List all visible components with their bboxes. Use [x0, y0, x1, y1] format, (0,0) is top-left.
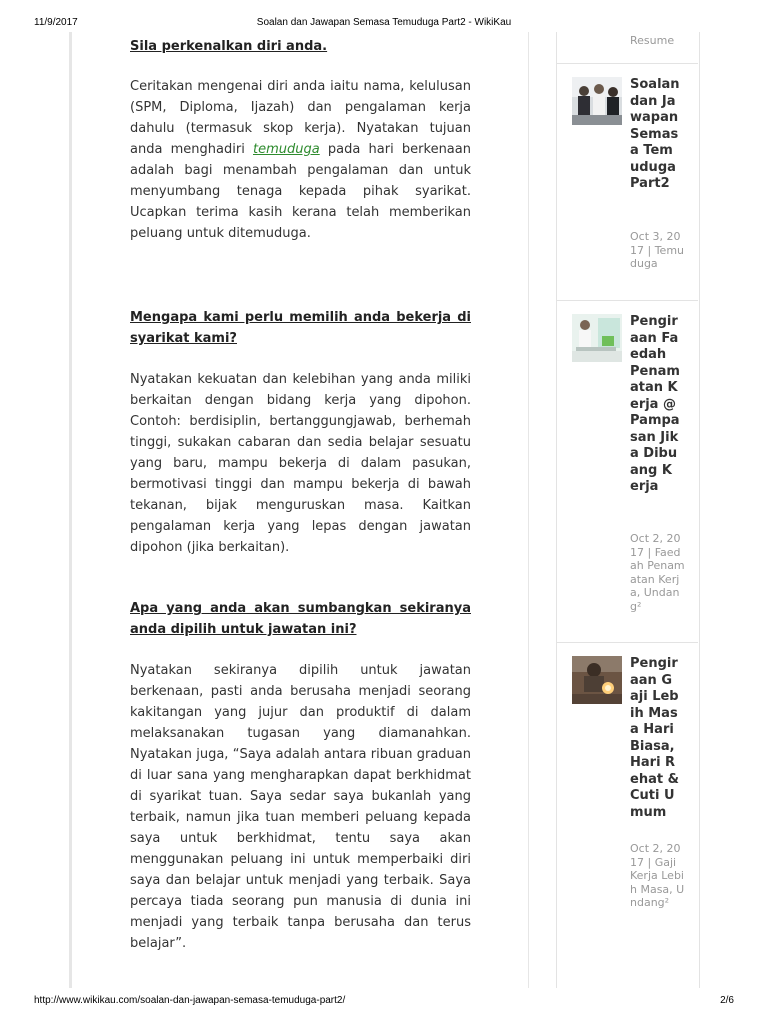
sidebar-post-meta: Oct 2, 2017 | Gaji Kerja Lebih Masa, Undang² — [630, 842, 685, 909]
print-date: 11/9/2017 — [34, 17, 78, 28]
interview-photo-icon[interactable] — [572, 77, 622, 125]
sidebar-post-meta: Oct 3, 2017 | Temuduga — [630, 230, 685, 270]
answer-paragraph: Nyatakan sekiranya dipilih untuk jawatan berkenaan, pasti anda berusaha menjadi seorang kakitangan yang jujur dan produktif di dalam melaksanakan tugasan yang diamanahkan. Nyatakan juga, “Saya adalah antara ribuan graduan di luar sana yang mengharapkan dapat berkhidmat di syarikat tuan. Saya sedar saya bukanlah yang terbaik, namun jika tuan memberi peluang kepada saya untuk berkhidmat, tentu saya akan menggunakan peluang ini untuk memperbaiki diri saya dan belajar untuk menjadi yang terbaik. Saya percaya tiada seorang pun manusia di dunia ini menjadi yang terbaik tanpa berusaha dan terus belajar”. — [130, 663, 471, 951]
temuduga-link[interactable]: temuduga — [253, 142, 320, 157]
office-worker-photo-icon[interactable] — [572, 314, 622, 362]
content-left-border — [69, 32, 72, 988]
question-heading: Mengapa kami perlu memilih anda bekerja di syarikat kami? — [130, 310, 471, 346]
sidebar-post-title[interactable]: Pengiraan Gaji Lebih Masa Hari Biasa, Hari Rehat & Cuti Umum — [630, 656, 679, 820]
print-page-number: 2/6 — [720, 995, 734, 1006]
print-header — [0, 17, 768, 31]
sidebar-post-title[interactable]: Soalan dan Jawapan Semasa Temuduga Part2 — [630, 77, 680, 191]
sidebar-post-title[interactable]: Pengiraan Faedah Penamatan Kerja @ Pampasan Jika Dibuang Kerja — [630, 314, 680, 494]
print-footer — [0, 995, 768, 1009]
answer-paragraph: Nyatakan kekuatan dan kelebihan yang anda miliki berkaitan dengan bidang kerja yang dipohon. Contoh: berdisiplin, bertanggungjawab, berhemah tinggi, sukakan cabaran dan sedia belajar sesuatu yang baru, mampu bekerja di dalam pasukan, bermotivasi tinggi dan mampu bekerja di bawah tekanan, bijak menguruskan masa. Kaitkan pengalaman kerja yang lepas dengan jawatan dipohon (jika berkaitan). — [130, 372, 471, 555]
content-right-border — [528, 32, 529, 988]
print-url: http://www.wikikau.com/soalan-dan-jawapan-semasa-temuduga-part2/ — [34, 995, 346, 1006]
print-title: Soalan dan Jawapan Semasa Temuduga Part2 - WikiKau — [256, 17, 512, 28]
welding-worker-photo-icon[interactable] — [572, 656, 622, 704]
answer-paragraph: Ceritakan mengenai diri anda iaitu nama, kelulusan (SPM, Diploma, Ijazah) dan pengalaman kerja dahulu (termasuk skop kerja). Nyatakan tujuan anda menghadiri temuduga pada hari berkenaan adalah bagi menambah pengalaman dan untuk menyumbang tenaga kepada pihak syarikat. Ucapkan terima kasih kerana telah memberikan peluang untuk ditemuduga. — [130, 79, 471, 241]
question-heading: Apa yang anda akan sumbangkan sekiranya anda dipilih untuk jawatan ini? — [130, 601, 471, 637]
question-heading: Sila perkenalkan diri anda. — [130, 39, 328, 54]
sidebar-prev-meta[interactable]: Resume — [630, 34, 675, 47]
sidebar-post-meta: Oct 2, 2017 | Faedah Penamatan Kerja, Undang² — [630, 532, 685, 613]
